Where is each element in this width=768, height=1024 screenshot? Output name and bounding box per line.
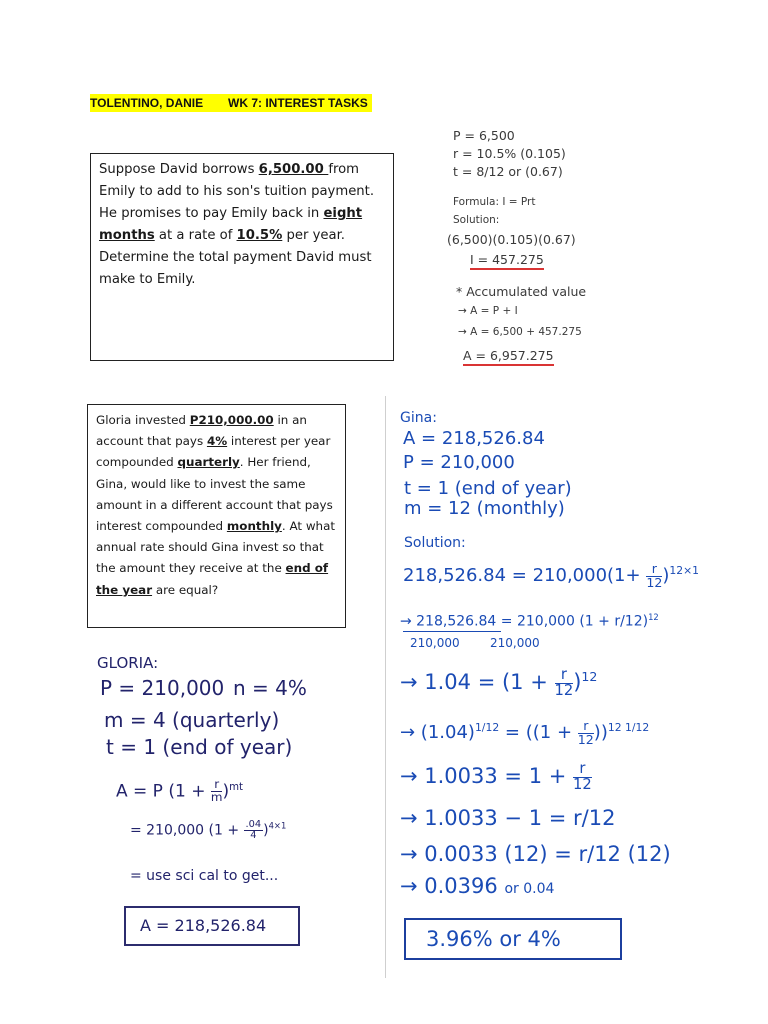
- gina-step-1-exp: 12×1: [669, 564, 700, 578]
- sol1-accum-calc: → A = 6,500 + 457.275: [458, 326, 582, 338]
- gloria-formula-den: m: [210, 789, 223, 804]
- gloria-answer-box: A = 218,526.84: [124, 906, 300, 946]
- student-name: TOLENTINO, DANIE: [90, 96, 204, 110]
- gina-step-5-fraction: [573, 762, 592, 792]
- problem-1-text: per year. Determine the total payment David must make to Emily.: [99, 228, 372, 287]
- gina-step-1-den: 12: [646, 574, 663, 590]
- sol1-rate: r = 10.5% (0.105): [453, 146, 566, 161]
- gina-step-3-num: r: [555, 668, 574, 684]
- gina-principal: P = 210,000: [403, 452, 515, 473]
- gloria-sub-text: = 210,000 (1 +: [130, 822, 240, 839]
- sol1-formula: Formula: I = Prt: [453, 196, 536, 208]
- gina-step-3: → 1.04 = (1 + $\frac{r}{12}$ )$^{12}$: [400, 666, 598, 699]
- problem-2-text: Gloria invested: [96, 413, 190, 427]
- problem-1-text: from Emily to add to his son's tuition payment. He promises to pay Emily back in: [99, 162, 375, 221]
- sol1-accum-label: * Accumulated value: [456, 284, 587, 299]
- problem-1-box: [90, 153, 394, 361]
- gloria-rate: n = 4%: [233, 676, 307, 700]
- gina-step-4-fraction: [578, 720, 594, 746]
- problem-2-text: are equal?: [152, 582, 219, 597]
- gina-step-3-exp: 12: [581, 669, 598, 685]
- gina-answer-box: 3.96% or 4%: [404, 918, 622, 960]
- period-end-of-year: end of the year: [96, 561, 329, 597]
- gloria-time: t = 1 (end of year): [106, 735, 293, 759]
- gloria-formula-exp: mt: [229, 781, 243, 793]
- principal-amount: P210,000.00: [189, 413, 274, 427]
- interest-rate: 10.5%: [236, 228, 283, 243]
- problem-1-text: at a rate of: [154, 228, 237, 243]
- gloria-frequency: m = 4 (quarterly): [104, 708, 280, 732]
- gina-step-1: 218,526.84 = 210,000(1+ $\frac{r}{12}$ )$^{12\times 1}$: [403, 561, 700, 590]
- gloria-formula-fraction: [211, 779, 223, 804]
- gloria-substitution: = 210,000 (1 + $\frac{.04}{4}$ )$^{4\times 1}$: [130, 819, 287, 841]
- gina-time: t = 1 (end of year): [404, 478, 572, 499]
- gina-step-5-text: → 1.0033 = 1 +: [400, 764, 567, 789]
- gina-step-4-exp: 1/12: [474, 721, 500, 735]
- sol1-calc: (6,500)(0.105)(0.67): [447, 232, 576, 247]
- sol1-solution-label: Solution:: [453, 214, 500, 226]
- gina-step-8-rounded: or 0.04: [504, 881, 555, 897]
- compounding-quarterly: quarterly: [177, 455, 240, 470]
- sol1-answer: A = 6,957.275: [463, 348, 554, 366]
- gloria-sub-exp: 4×1: [268, 820, 287, 831]
- gina-step-5-den: 12: [573, 775, 592, 793]
- loan-duration: eight: [323, 206, 363, 221]
- compounding-monthly: monthly: [226, 519, 282, 534]
- gina-step-2-den-right: 210,000: [490, 636, 540, 650]
- gina-step-4-text-b: = ((1 +: [504, 722, 573, 744]
- document-header: [90, 94, 372, 112]
- document-title: WK 7: INTEREST TASKS: [228, 96, 368, 110]
- gina-step-2-den-left: 210,000: [410, 636, 460, 650]
- gina-step-4-den: 12: [577, 731, 594, 747]
- gloria-formula-num: r: [211, 779, 223, 792]
- gloria-formula: A = P (1 + $\frac{r}{m}$ )$^{mt}$: [116, 777, 243, 804]
- gina-step-7: → 0.0033 (12) = r/12 (12): [400, 842, 671, 866]
- gina-step-4: → $(1.04)^{1/12} = ((1$ + $\frac{r}{12}$ ))$^{12 1/12}$: [400, 718, 650, 747]
- gina-step-2-divider: [403, 631, 501, 632]
- gina-step-1-num: r: [646, 563, 662, 577]
- gloria-label: GLORIA:: [97, 654, 159, 672]
- gina-step-4-num: r: [578, 720, 594, 734]
- gina-step-8-value: → 0.0396: [400, 874, 498, 898]
- sol1-time: t = 8/12 or (0.67): [453, 164, 563, 179]
- gina-step-8: [400, 874, 554, 898]
- problem-2-text: interest per year compounded: [96, 434, 331, 470]
- gina-step-5: [400, 762, 592, 792]
- problem-1-text: Suppose David borrows: [99, 162, 259, 177]
- gina-step-3-fraction: [555, 668, 574, 698]
- gina-step-2-exp: 12: [648, 612, 659, 622]
- sol1-principal: P = 6,500: [453, 128, 515, 143]
- loan-amount: 6,500.00: [258, 162, 329, 177]
- gloria-sub-fraction: [244, 820, 264, 841]
- problem-2-text: . Her friend, Gina, would like to invest the same amount in a different account that pays interest compounded: [96, 455, 333, 534]
- gina-step-5-num: r: [573, 762, 592, 778]
- gloria-note: = use sci cal to get...: [130, 868, 279, 884]
- sol1-interest: I = 457.275: [470, 252, 544, 270]
- gina-step-2-text: → 218,526.84 = 210,000 (1 + r/12): [400, 613, 649, 630]
- gina-step-2: [400, 612, 659, 630]
- gina-frequency: m = 12 (monthly): [404, 498, 565, 519]
- gina-solution-label: Solution:: [404, 535, 466, 551]
- gina-step-6: → 1.0033 − 1 = r/12: [400, 806, 616, 830]
- gloria-sub-num: .04: [245, 819, 262, 830]
- gloria-principal: P = 210,000: [100, 676, 225, 700]
- loan-duration-unit: months: [99, 228, 155, 243]
- gloria-sub-den: 4: [250, 829, 257, 841]
- problem-2-box: [87, 404, 346, 628]
- gina-step-3-den: 12: [554, 681, 574, 699]
- annual-rate: 4%: [206, 434, 228, 449]
- column-divider: [385, 396, 386, 978]
- problem-2-text: . At what annual rate should Gina invest so that the amount they receive at the: [96, 519, 336, 576]
- gina-label: Gina:: [400, 410, 437, 426]
- gina-step-1-text: 218,526.84 = 210,000(1+: [403, 565, 641, 587]
- problem-2-text: in an account that pays: [96, 413, 307, 449]
- gina-step-4-exp2: 12 1/12: [607, 721, 650, 735]
- gloria-formula-text: A = P (1 +: [116, 781, 206, 802]
- gina-step-3-text: → 1.04 = (1 +: [400, 670, 548, 695]
- gina-step-1-fraction: [646, 563, 662, 589]
- gina-step-4-text: → (1.04): [400, 722, 475, 744]
- sol1-accum-formula: → A = P + I: [458, 305, 518, 317]
- gina-amount: A = 218,526.84: [403, 428, 545, 449]
